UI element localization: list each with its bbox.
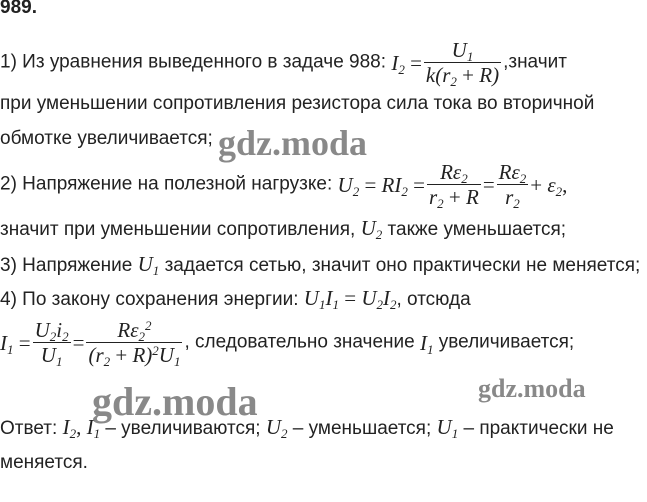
watermark-bottom-right: gdz.moda [478,374,586,403]
watermark-top: gdz.moda [218,123,368,163]
fraction-u2i2-over-u1: $\frac{U_2i_2}{U_1}$ [34,318,69,369]
symbol-i1-b: $I_1$ [419,330,434,357]
line-5 [0,216,566,242]
line-7 [0,286,471,312]
line-7-suffix: , отсюда [396,289,471,310]
line-5-suffix: также уменьшается; [382,219,567,240]
line-6-text: 3) Напряжение [0,255,138,276]
formula-energy: $U_1I_1 = U_2I_2$ [303,286,397,312]
fraction-final: $\frac{R\varepsilon_2^2}{(r_2 + R)^2U_1}$ [88,318,181,369]
answer-part-3: – практически не [458,418,614,439]
line-1 [0,38,567,89]
line-6-suffix: задается сетью, значит оно практически не меняется; [159,255,641,276]
line-8-end: увеличивается; [433,331,575,353]
watermark-bottom-left: gdz.moda [92,379,258,424]
line-5-text: значит при уменьшении сопротивления, [0,219,361,240]
fraction-r-e2-over-r2-plus-r: $\frac{R\varepsilon_2}{r_2 + R}$ [428,160,479,211]
symbol-u2-answer: $U_2$ [265,415,288,441]
line-8-text: , следовательно значение [184,331,420,353]
answer-part-2: – уменьшается; [287,418,437,439]
line-4-text: 2) Напряжение на полезной нагрузке: [0,173,338,195]
symbol-u1-answer: $U_1$ [436,415,459,441]
fraction-r-e2-over-r2: $\frac{R\varepsilon_2}{r_2}$ [498,160,527,211]
problem-number: 989. [0,0,37,18]
line-4 [0,160,568,211]
symbol-i2-i1: $I_2$, $I_1$ [62,415,101,441]
symbol-u1: $U_1$ [137,252,160,278]
answer-label: Ответ: [0,418,63,439]
answer-continuation: меняется. [0,452,88,473]
symbol-i1: $I_1$ = [0,330,31,357]
fraction-u1-over-k: $\frac{U_1}{k(r_2 + R)}$ [425,38,500,89]
line-1-suffix: ,значит [503,51,567,73]
line-6 [0,252,640,278]
line-1-text: 1) Из уравнения выведенного в задаче 988: [0,51,392,73]
equals-sign: = [482,172,495,197]
symbol-u2: $U_2$ [360,216,383,242]
line-2: при уменьшении сопротивления резистора сила тока во вторичной [0,93,595,114]
equals-sign-2: = [72,330,85,355]
formula-i2: $I_2$ = [391,50,422,77]
plus-e2: + $\varepsilon_2$, [530,172,568,199]
formula-u2: $U_2 = RI_2$ = [337,172,425,199]
line-7-text: 4) По закону сохранения энергии: [0,289,304,310]
answer-part-1: – увеличиваются; [100,418,266,439]
line-3: обмотке увеличивается; [0,128,213,149]
line-8 [0,318,574,370]
